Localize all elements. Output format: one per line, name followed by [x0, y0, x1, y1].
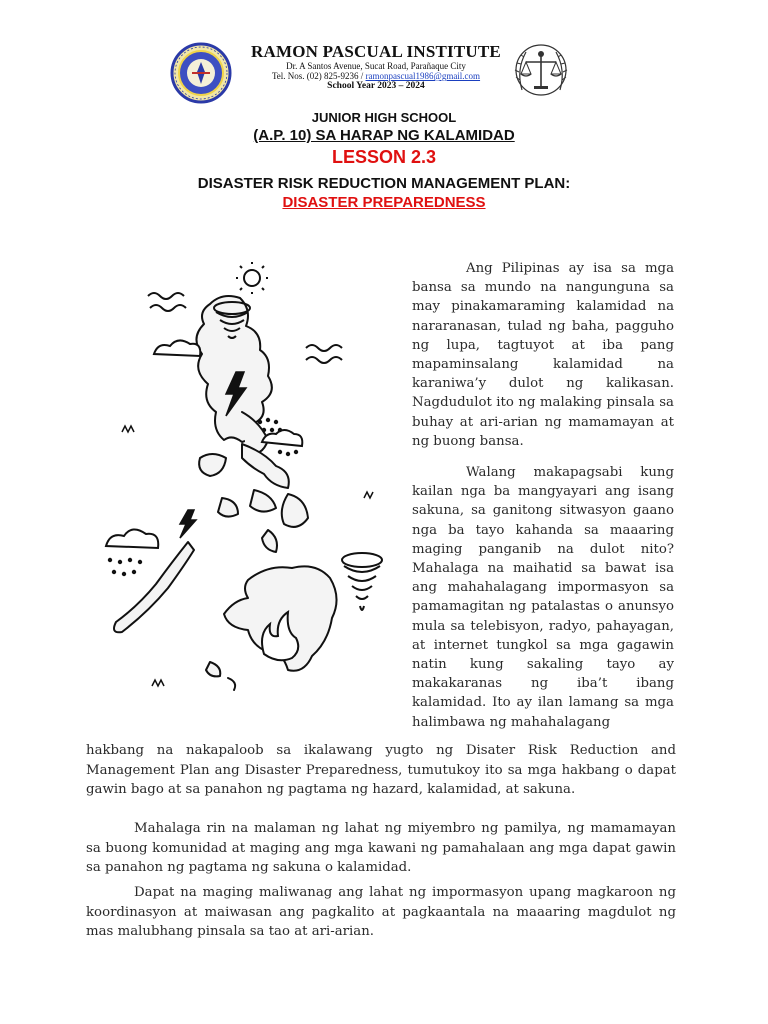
- paragraph-3: Mahalaga rin na malaman ng lahat ng miyembro ng pamilya, ng mamamayan sa buong komunidad at maging ang mga kawani ng pamahalaan ang mga dapat gawin sa panahon ng pagtama ng sakuna o kalamidad.: [86, 821, 676, 875]
- lesson-number: LESSON 2.3: [331, 147, 437, 167]
- paragraph-2-continuation-block: [86, 741, 676, 800]
- letterhead: [0, 30, 768, 110]
- paragraph-3-block: [86, 819, 676, 878]
- lesson-subtopic: [0, 194, 768, 211]
- telephone-numbers: Tel. Nos. (02) 825-9236 /: [271, 71, 366, 81]
- paragraph-1: Ang Pilipinas ay isa sa mga bansa sa mundo na nangunguna sa may pinakamaraming kalamidad na nararanasan, tulad ng baha, pagguho ng lupa, tagtuyot at iba pang mapaminsalang kalamidad na karaniwa’y dulot ng kalikasan. Nagdudulot ito ng malaking pinsala sa buhay at ari-arian ng mamamayan at ng buong bansa.: [412, 261, 674, 449]
- school-year: School Year 2023 – 2024: [327, 81, 425, 91]
- email-link[interactable]: ramonpascual1986@gmail.com: [365, 71, 481, 81]
- subject-heading: [0, 127, 768, 144]
- lesson-subtopic-text: DISASTER PREPAREDNESS: [282, 194, 486, 211]
- subject-heading-text: (A.P. 10) SA HARAP NG KALAMIDAD: [253, 127, 515, 144]
- lesson-topic: DISASTER RISK REDUCTION MANAGEMENT PLAN:: [197, 175, 571, 192]
- paragraph-2-continuation: hakbang na nakapaloob sa ikalawang yugto ng Disater Risk Reduction and Management Plan ang Disaster Preparedness, tumutukoy ito sa mga hakbang o dapat gawin bago at sa panahon ng pagtama ng hazard, kalamidad, at sakuna.: [86, 743, 676, 797]
- tornado-icon: [342, 553, 382, 610]
- school-level-heading: JUNIOR HIGH SCHOOL: [311, 110, 457, 125]
- philippines-disaster-map-illustration: [92, 262, 408, 742]
- school-address: Dr. A Santos Avenue, Sucat Road, Parañaque City: [286, 61, 466, 71]
- intro-column: [412, 259, 674, 732]
- sun-icon: [236, 262, 268, 294]
- scales-of-justice-logo: [512, 40, 570, 104]
- paragraph-4-block: [86, 883, 676, 942]
- school-seal-logo: [170, 42, 232, 104]
- school-name: RAMON PASCUAL INSTITUTE: [251, 42, 501, 61]
- paragraph-4: Dapat na maging maliwanag ang lahat ng impormasyon upang magkaroon ng koordinasyon at maiwasan ang pagkalito at pagkaantala na maaaring magdulot ng mas malubhang pinsala sa tao at ari-arian.: [86, 885, 676, 939]
- paragraph-2-start: Walang makapagsabi kung kailan nga ba mangyayari ang isang sakuna, sa ganitong sitwasyon gaano nga ba tayo kahanda sa maaaring maging panganib na dulot nito? Mahalaga na maihatid sa bawat isa ang mahahalagang impormasyon sa pamamagitan ng patalastas o anunsyo mula sa telebisyon, radyo, pahayagan, at internet tungkol sa mga gagawin natin kung sakaling tayo ay makakaranas ng iba’t ibang kalamidad. Ito ay ilan lamang sa mga halimbawa ng mahahalagang: [412, 465, 674, 730]
